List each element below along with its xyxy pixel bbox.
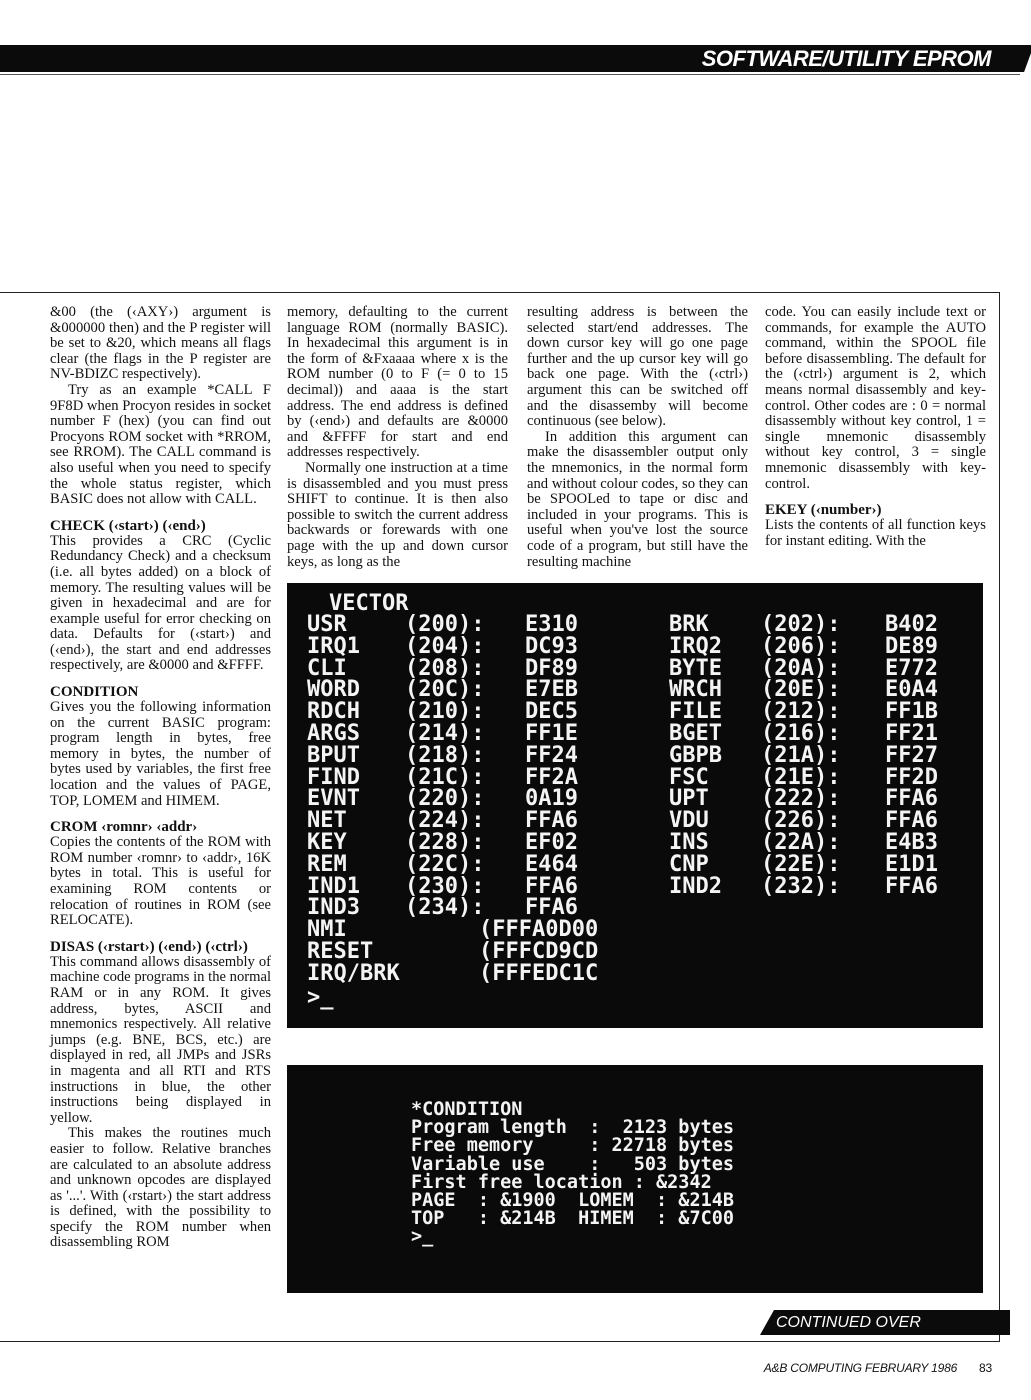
vector-value: FF1E xyxy=(525,720,578,746)
condition-screen xyxy=(287,1065,983,1293)
vector-value xyxy=(885,897,938,919)
condition-line: Free memory : 22718 bytes xyxy=(411,1135,735,1157)
page-number: 83 xyxy=(979,1361,992,1375)
vector-value: EF02 xyxy=(525,829,578,855)
vector-value: DEC5 xyxy=(525,699,578,725)
vector-address: (20A): xyxy=(761,655,841,681)
vector-value: E310 xyxy=(525,612,578,637)
vector-name: FSC xyxy=(669,764,709,790)
content-right-rule xyxy=(999,292,1000,1342)
content-top-rule xyxy=(0,292,1000,293)
vector-address: (226): xyxy=(761,808,841,834)
vector-row xyxy=(307,679,938,701)
condition-line: Program length : 2123 bytes xyxy=(411,1117,735,1139)
vector-address: (21E): xyxy=(761,764,841,790)
vector-address: (22A): xyxy=(761,829,841,855)
section-title: SOFTWARE/UTILITY EPROM xyxy=(701,46,991,71)
reset-line xyxy=(307,941,598,963)
vector-value: FF2D xyxy=(885,764,938,790)
vector-name: EVNT xyxy=(307,786,360,812)
paragraph: Try as an example *CALL F 9F8D when Procyon resides in socket number F (hex) (you can find out Procyons ROM socket with *RROM, see RROM). The CALL command is also useful when you need to specify the whole status register, which BASIC does not allow with CALL. xyxy=(50,381,271,508)
vector-address: (21C): xyxy=(405,764,485,790)
vector-table xyxy=(307,614,938,919)
paragraph: &00 (the (‹AXY›) argument is &000000 then) and the P register will be set to &20, which means all flags clear (the flags in the P register are NV-BDIZC respectively). xyxy=(50,304,271,383)
text-column-3 xyxy=(527,305,748,577)
content-bottom-rule xyxy=(0,1341,1000,1342)
vector-value: FFA6 xyxy=(525,808,578,834)
vector-row xyxy=(307,897,938,919)
condition-line: >_ xyxy=(411,1226,434,1248)
vector-row xyxy=(307,701,938,723)
vector-row xyxy=(307,767,938,789)
vector-address: (218): xyxy=(405,742,485,768)
vector-name: BGET xyxy=(669,720,722,746)
vector-address: (220): xyxy=(405,786,485,812)
vector-row xyxy=(307,876,938,898)
vector-value: 0A19 xyxy=(525,786,578,812)
vector-row xyxy=(307,723,938,745)
vector-value: FF24 xyxy=(525,742,578,768)
vector-address: (216): xyxy=(761,720,841,746)
condition-line: Variable use : 503 bytes xyxy=(411,1153,735,1175)
heading-disas: DISAS (‹rstart›) (‹end›) (‹ctrl›) xyxy=(50,938,248,955)
vector-name: IND1 xyxy=(307,873,360,899)
reset-label: RESET xyxy=(307,939,374,964)
vector-name: NET xyxy=(307,808,347,834)
paragraph: resulting address is between the selected start/end addresses. The down cursor key will go one page further and the up cursor key will go back one page. With the (‹ctrl›) argument this can be switched off and the disassemby will become continuous (see below). xyxy=(527,305,748,430)
paragraph: memory, defaulting to the current language ROM (normally BASIC). In hexadecimal this argument is in the form of &Fxaaaa where x is the ROM number (0 to F (= 0 to 15 decimal)) and aaaa is the start address. The end address is defined by (‹end›) and defaults are &0000 and &FFFF for start and end addresses respectively. xyxy=(287,305,508,461)
vector-name: FILE xyxy=(669,699,722,725)
heading-check: CHECK (‹start›) (‹end›) xyxy=(50,517,206,534)
vector-value: E0A4 xyxy=(885,677,938,703)
nmi-label: NMI xyxy=(307,917,347,942)
vector-address: (200): xyxy=(405,612,485,637)
vector-address: (222): xyxy=(761,786,841,812)
vector-value: E7EB xyxy=(525,677,578,703)
vector-name: IND2 xyxy=(669,873,722,899)
vector-address: (22E): xyxy=(761,851,841,877)
nmi-value: (FFFA0D00 xyxy=(479,917,599,942)
vector-value: DE89 xyxy=(885,633,938,659)
vector-name: WRCH xyxy=(669,677,722,703)
paragraph: This provides a CRC (Cyclic Redundancy Check) and a checksum (i.e. all bytes added) on a block of memory. The resulting values will be given in hexadecimal and are for example useful for error checking on data. Defaults for (‹start›) and (‹end›), the start and end addresses respectively, are &0000 and &FFFF. xyxy=(50,532,271,674)
nmi-line xyxy=(307,919,598,941)
vector-address: (212): xyxy=(761,699,841,725)
vector-row xyxy=(307,788,938,810)
vector-address: (22C): xyxy=(405,851,485,877)
vector-value: FF2A xyxy=(525,764,578,790)
vector-address xyxy=(761,897,885,919)
vector-value: B402 xyxy=(885,612,938,637)
paragraph: Lists the contents of all function keys for instant editing. With the xyxy=(765,517,986,549)
vector-address: (21A): xyxy=(761,742,841,768)
vector-value: FFA6 xyxy=(885,786,938,812)
vector-address: (232): xyxy=(761,873,841,899)
vector-address: (208): xyxy=(405,655,485,681)
condition-line: TOP : &214B HIMEM : &7C00 xyxy=(411,1208,735,1230)
vector-name: IRQ1 xyxy=(307,633,360,659)
vector-value: DF89 xyxy=(525,655,578,681)
vector-row xyxy=(307,745,938,767)
condition-line: PAGE : &1900 LOMEM : &214B xyxy=(411,1190,735,1212)
text-column-1 xyxy=(50,305,271,1251)
vector-value: FFA6 xyxy=(525,895,578,921)
condition-output xyxy=(411,1101,734,1247)
vector-value: E464 xyxy=(525,851,578,877)
text-column-2 xyxy=(287,305,508,577)
vector-address: (224): xyxy=(405,808,485,834)
screen-heading: VECTOR xyxy=(329,591,409,616)
paragraph: Copies the contents of the ROM with ROM number ‹romnr› to ‹addr›, 16K bytes in total. This is useful for examining ROM contents or relocation of routines in ROM (see RELOCATE). xyxy=(50,834,271,929)
vector-value: E772 xyxy=(885,655,938,681)
vector-row xyxy=(307,658,938,680)
vector-name: KEY xyxy=(307,829,347,855)
vector-value: FF21 xyxy=(885,720,938,746)
vector-value: E4B3 xyxy=(885,829,938,855)
page-footer xyxy=(640,1361,992,1375)
paragraph: This command allows disassembly of machine code programs in the normal RAM or in any ROM. It gives address, bytes, ASCII and mnemonics respectively. All relative jumps (e.g. BNE, BCS, etc.) are displayed in red, all JMPs and JSRs in magenta and all RTI and RTS instructions in blue, the other instructions being displayed in yellow. xyxy=(50,953,271,1126)
vector-name: WORD xyxy=(307,677,360,703)
vector-name: ARGS xyxy=(307,720,360,746)
vector-name: BYTE xyxy=(669,655,722,681)
vector-row xyxy=(307,636,938,658)
paragraph: This makes the routines much easier to follow. Relative branches are calculated to an absolute address and unknown opcodes are displayed as '...'. With (‹rstart›) the start address is defined, with the possibility to specify the ROM number when disassembling ROM xyxy=(50,1125,271,1251)
reset-value: (FFFCD9CD xyxy=(479,939,599,964)
vector-name: USR xyxy=(307,612,347,637)
vector-address: (20C): xyxy=(405,677,485,703)
paragraph: In addition this argument can make the disassembler output only the mnemonics, in the normal form and without colour codes, so they can be SPOOLed to tape or disc and included in your programs. This is useful when you've lost the source code of a program, but still have the resulting machine xyxy=(527,428,748,570)
header-rule xyxy=(0,74,1020,75)
vector-row xyxy=(307,832,938,854)
screen-prompt: >_ xyxy=(307,985,334,1010)
vector-address: (234): xyxy=(405,895,485,921)
vector-value: FFA6 xyxy=(885,808,938,834)
vector-address: (214): xyxy=(405,720,485,746)
continued-label: CONTINUED OVER xyxy=(776,1314,921,1331)
vector-address: (20E): xyxy=(761,677,841,703)
irq-value: (FFFEDC1C xyxy=(479,961,599,986)
text-column-4 xyxy=(765,305,986,577)
vector-name: IND3 xyxy=(307,895,360,921)
publication-name: A&B COMPUTING FEBRUARY 1986 xyxy=(763,1361,958,1375)
heading-condition: CONDITION xyxy=(50,684,139,701)
vector-value: FFA6 xyxy=(525,873,578,899)
vector-row xyxy=(307,810,938,832)
condition-line: *CONDITION xyxy=(411,1099,523,1120)
heading-crom: CROM ‹romnr› ‹addr› xyxy=(50,819,198,836)
vector-name: BPUT xyxy=(307,742,360,768)
vector-address: (206): xyxy=(761,633,841,659)
vector-name: IRQ2 xyxy=(669,633,722,659)
irq-line xyxy=(307,963,598,985)
vector-address: (202): xyxy=(761,612,841,637)
vector-name: RDCH xyxy=(307,699,360,725)
vector-address: (210): xyxy=(405,699,485,725)
vector-value: DC93 xyxy=(525,633,578,659)
vector-row xyxy=(307,854,938,876)
paragraph: code. You can easily include text or commands, for example the AUTO command, within the SPOOL file before disassembling. The default for the (‹ctrl›) argument is 2, which means normal disassembly and key-control. Other codes are : 0 = normal disassembly without key control, 1 = single mnemonic disassembly without key control, 3 = single mnemonic disassembly with key-control. xyxy=(765,305,986,492)
irq-label: IRQ/BRK xyxy=(307,961,400,986)
vector-value: FF27 xyxy=(885,742,938,768)
vector-value: FF1B xyxy=(885,699,938,725)
vector-name: FIND xyxy=(307,764,360,790)
vector-name: REM xyxy=(307,851,347,877)
vector-name xyxy=(669,897,761,919)
condition-line: First free location : &2342 xyxy=(411,1171,712,1193)
paragraph: Gives you the following information on the current BASIC program: program length in bytes, free memory in bytes, the number of bytes used by variables, the first free location and the values of PAGE, TOP, LOMEM and HIMEM. xyxy=(50,699,271,809)
vector-row xyxy=(307,614,938,636)
vector-address: (230): xyxy=(405,873,485,899)
vector-name: INS xyxy=(669,829,709,855)
vector-name: UPT xyxy=(669,786,709,812)
heading-ekey: EKEY (‹number›) xyxy=(765,502,882,519)
vector-name: GBPB xyxy=(669,742,722,768)
vector-name: VDU xyxy=(669,808,709,834)
vector-name: CLI xyxy=(307,655,347,681)
vector-screen xyxy=(287,583,983,1028)
paragraph: Normally one instruction at a time is disassembled and you must press SHIFT to continue. It is then also possible to switch the current address backwards or forewards with one page with the up and down cursor keys, as long as the xyxy=(287,459,508,570)
vector-address: (228): xyxy=(405,829,485,855)
vector-name: CNP xyxy=(669,851,709,877)
vector-value: FFA6 xyxy=(885,873,938,899)
vector-name: BRK xyxy=(669,612,709,637)
vector-value: E1D1 xyxy=(885,851,938,877)
vector-address: (204): xyxy=(405,633,485,659)
